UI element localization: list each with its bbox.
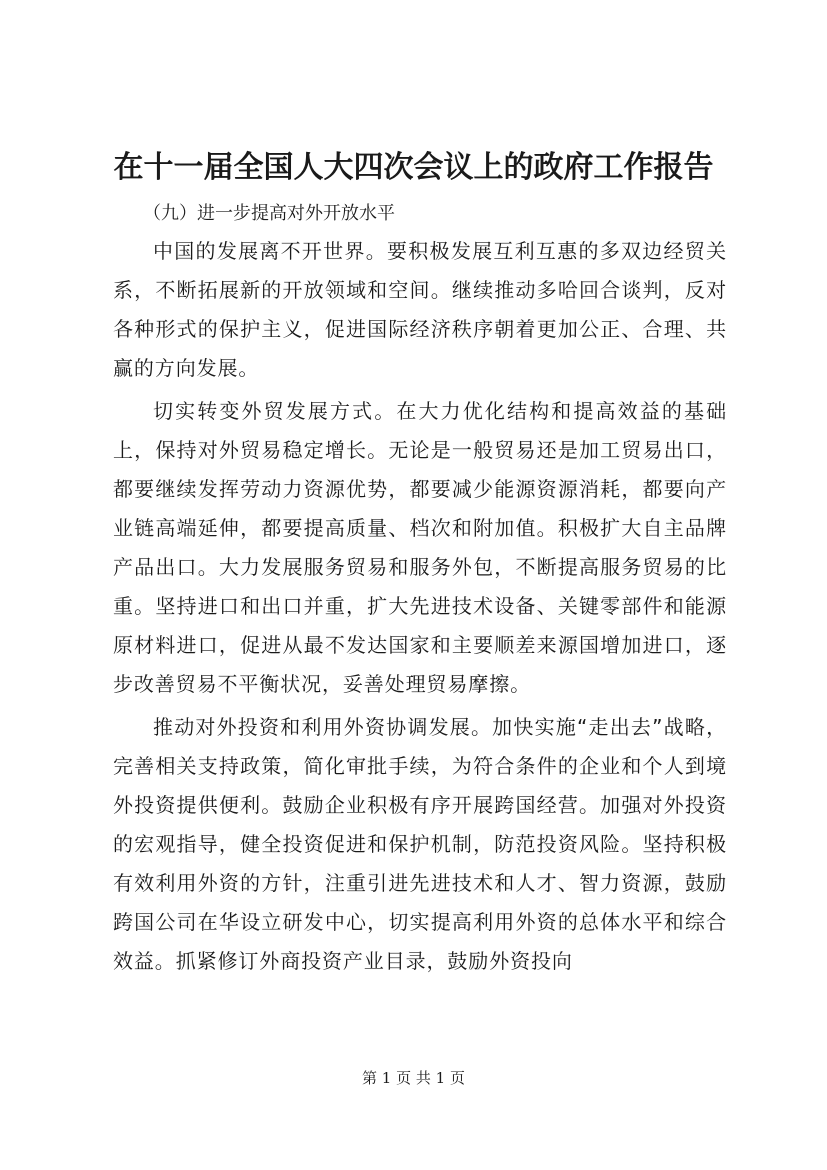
- paragraph-1: 中国的发展离不开世界。要积极发展互利互惠的多双边经贸关系，不断拓展新的开放领域和空间。继续推动多哈回合谈判，反对各种形式的保护主义，促进国际经济秩序朝着更加公正、合理、共赢的方向发展。: [113, 239, 727, 380]
- document-title: 在十一届全国人大四次会议上的政府工作报告: [113, 150, 714, 185]
- section-heading: （九）进一步提高对外开放水平: [143, 203, 395, 224]
- paragraph-2: 切实转变外贸发展方式。在大力优化结构和提高效益的基础上，保持对外贸易稳定增长。无论是一般贸易还是加工贸易出口，都要继续发挥劳动力资源优势，都要减少能源资源消耗，都要向产业链高端延伸，都要提高质量、档次和附加值。积极扩大自主品牌产品出口。大力发展服务贸易和服务外包，不断提高服务贸易的比重。坚持进口和出口并重，扩大先进技术设备、关键零部件和能源原材料进口，促进从最不发达国家和主要顺差来源国增加进口，逐步改善贸易不平衡状况，妥善处理贸易摩擦。: [113, 399, 727, 696]
- paragraph-3: 推动对外投资和利用外资协调发展。加快实施“走出去”战略，完善相关支持政策，简化审批手续，为符合条件的企业和个人到境外投资提供便利。鼓励企业积极有序开展跨国经营。加强对外投资的宏观指导，健全投资促进和保护机制，防范投资风险。坚持积极有效利用外资的方针，注重引进先进技术和人才、智力资源，鼓励跨国公司在华设立研发中心，切实提高利用外资的总体水平和综合效益。抓紧修订外商投资产业目录，鼓励外资投向: [113, 715, 727, 973]
- page-number-footer: 第 1 页 共 1 页: [362, 1069, 465, 1087]
- document-body: [113, 196, 727, 981]
